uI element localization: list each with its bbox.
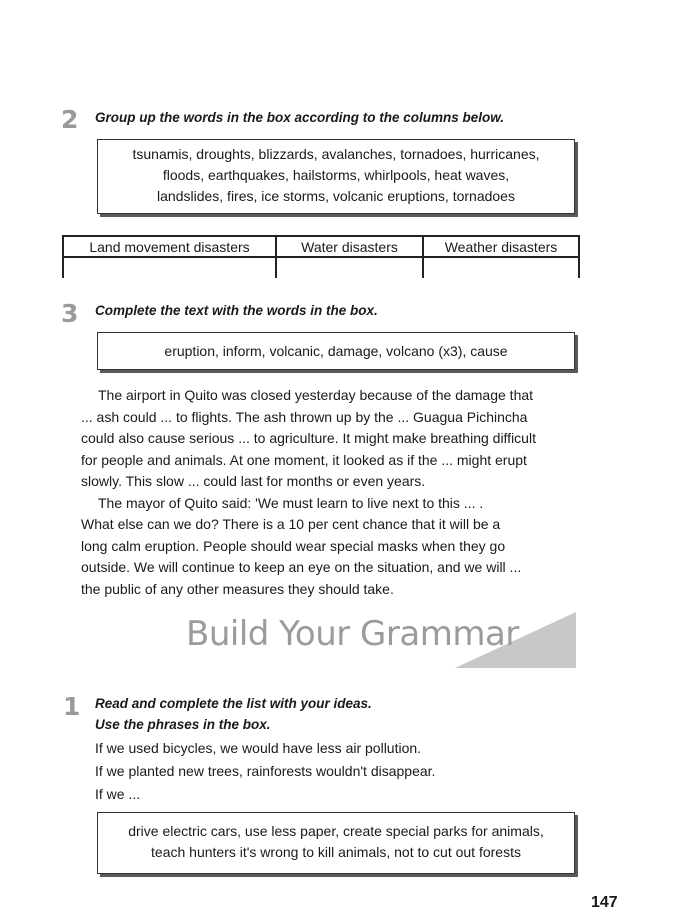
volcano-text xyxy=(81,385,536,600)
text-line: could also cause serious ... to agriculture. It might make breathing difficult xyxy=(81,430,536,446)
phrase-box-line: teach hunters it's wrong to kill animals, not to cut out forests xyxy=(151,844,521,860)
exercise-3-word-box xyxy=(97,332,575,370)
exercise-2-instruction: Group up the words in the box according to the columns below. xyxy=(95,110,505,125)
text-line: the public of any other measures they should take. xyxy=(81,580,394,597)
grammar-1-phrase-box xyxy=(97,812,575,874)
column-header-land: Land movement disasters xyxy=(63,236,276,257)
text-line: outside. We will continue to keep an eye on the situation, and we will ... xyxy=(81,559,522,575)
column-header-water: Water disasters xyxy=(276,236,423,257)
column-cell-water[interactable] xyxy=(276,257,423,278)
example-line: If we ... xyxy=(95,786,141,802)
text-line: The mayor of Quito said: 'We must learn to live next to this ... . xyxy=(98,494,484,511)
column-cell-land[interactable] xyxy=(63,257,276,278)
instruction-line: Read and complete the list with your ideas. xyxy=(95,696,372,711)
section-title: Build Your Grammar xyxy=(186,614,519,654)
text-line: What else can we do? There is a 10 per cent chance that it will be a xyxy=(81,516,501,532)
text-line: ... ash could ... to flights. The ash thrown up by the ... Guagua Pichincha xyxy=(81,408,528,425)
exercise-3-number: 3 xyxy=(61,299,79,328)
word-box-line: tsunamis, droughts, blizzards, avalanches, tornadoes, hurricanes, xyxy=(132,146,540,162)
text-line: slowly. This slow ... could last for months or even years. xyxy=(81,473,426,489)
disaster-columns-table xyxy=(62,235,580,278)
instruction-line: Use the phrases in the box. xyxy=(95,717,271,732)
phrase-box-line: drive electric cars, use less paper, create special parks for animals, xyxy=(128,823,544,839)
text-line: for people and animals. At one moment, it looked as if the ... might erupt xyxy=(81,451,527,468)
exercise-3-instruction: Complete the text with the words in the box. xyxy=(95,303,378,318)
column-cell-weather[interactable] xyxy=(423,257,579,278)
grammar-1-number: 1 xyxy=(63,692,81,721)
page-number: 147 xyxy=(591,894,618,911)
grammar-1-instruction xyxy=(95,693,372,735)
text-line: The airport in Quito was closed yesterday because of the damage that xyxy=(98,387,534,403)
exercise-2-number: 2 xyxy=(61,105,79,134)
word-box-line: landslides, fires, ice storms, volcanic eruptions, tornadoes xyxy=(157,188,515,204)
grammar-1-examples xyxy=(95,737,435,806)
word-box-line: eruption, inform, volcanic, damage, volcano (x3), cause xyxy=(164,343,508,359)
column-header-weather: Weather disasters xyxy=(423,236,579,257)
word-box-line: floods, earthquakes, hailstorms, whirlpools, heat waves, xyxy=(162,167,510,183)
example-line: If we used bicycles, we would have less air pollution. xyxy=(95,740,422,756)
text-line: long calm eruption. People should wear special masks when they go xyxy=(81,537,506,554)
example-line: If we planted new trees, rainforests wouldn't disappear. xyxy=(95,763,436,779)
exercise-2-word-box xyxy=(97,139,575,214)
